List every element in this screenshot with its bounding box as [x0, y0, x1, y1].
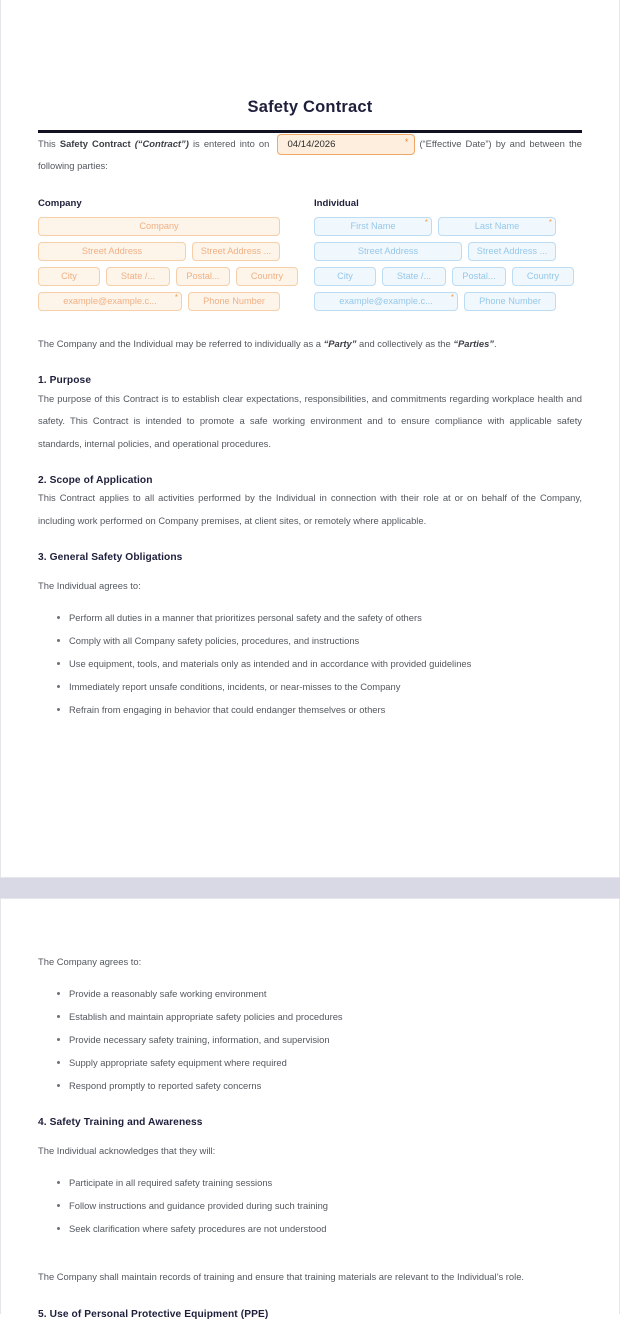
section-heading-training: 4. Safety Training and Awareness — [38, 1117, 203, 1129]
required-asterisk-icon: * — [548, 217, 552, 227]
parties-text-2: and collectively as the — [356, 337, 454, 349]
list-item: Refrain from engaging in behavior that could endanger themselves or others — [69, 698, 582, 721]
intro-middle: is entered into on — [188, 137, 274, 149]
parties-text-1: The Company and the Individual may be referred to individually as a — [38, 337, 324, 349]
company-name-row — [38, 217, 280, 236]
individual-state-placeholder: State /... — [396, 270, 432, 281]
list-item: Participate in all required safety training sessions — [69, 1171, 582, 1194]
individual-party-block — [314, 197, 560, 311]
list-item: Comply with all Company safety policies, procedures, and instructions — [69, 629, 582, 652]
company-street-1-placeholder: Street Address — [81, 245, 143, 256]
individual-last-name-placeholder: Last Name — [474, 220, 520, 231]
individual-country-placeholder: Country — [526, 270, 560, 281]
individual-phone-input[interactable] — [464, 292, 556, 311]
individual-postal-input[interactable] — [452, 267, 506, 286]
party-term: “Party” — [323, 337, 357, 349]
list-item: Perform all duties in a manner that prioritizes personal safety and the safety of others — [69, 606, 582, 629]
individual-first-name-placeholder: First Name — [350, 220, 396, 231]
training-lead: The Individual acknowledges that they will: — [38, 1144, 216, 1156]
company-phone-input[interactable] — [188, 292, 280, 311]
individual-postal-placeholder: Postal... — [462, 270, 496, 281]
individual-state-input[interactable] — [382, 267, 446, 286]
individual-locality-row — [314, 267, 560, 286]
list-item: Follow instructions and guidance provided during such training — [69, 1194, 582, 1217]
company-city-placeholder: City — [61, 270, 77, 281]
section-heading-general-obligations: 3. General Safety Obligations — [38, 552, 183, 564]
company-state-input[interactable] — [106, 267, 170, 286]
company-street-address-1-input[interactable] — [38, 242, 186, 261]
company-name-placeholder: Company — [139, 220, 179, 231]
individual-name-row — [314, 217, 556, 236]
effective-date-input[interactable] — [277, 134, 415, 155]
list-item: Supply appropriate safety equipment where required — [69, 1051, 582, 1074]
page-title: Safety Contract — [247, 98, 373, 116]
section-heading-purpose: 1. Purpose — [38, 375, 92, 387]
effective-date-value: 04/14/2026 — [287, 138, 336, 150]
company-street-2-placeholder: Street Address ... — [200, 245, 272, 256]
company-name-input[interactable] — [38, 217, 280, 236]
company-postal-placeholder: Postal... — [186, 270, 220, 281]
company-country-placeholder: Country — [250, 270, 284, 281]
list-item: Seek clarification where safety procedures are not understood — [69, 1217, 582, 1240]
company-street-address-2-input[interactable] — [192, 242, 280, 261]
document-page-2 — [0, 899, 620, 1320]
list-item: Immediately report unsafe conditions, incidents, or near-misses to the Company — [69, 675, 582, 698]
company-street-row — [38, 242, 280, 261]
company-obligations-list — [38, 982, 582, 1097]
individual-first-name-input[interactable] — [314, 217, 432, 236]
required-asterisk-icon: * — [450, 292, 454, 302]
intro-after-date: (“Effective Date”) by and between the following parties: — [38, 137, 582, 172]
list-item: Establish and maintain appropriate safety policies and procedures — [69, 1005, 582, 1028]
parties-form — [38, 197, 582, 311]
company-postal-input[interactable] — [176, 267, 230, 286]
company-email-placeholder: example@example.c... — [63, 295, 157, 306]
page-top-spacer — [38, 0, 582, 98]
individual-contact-row — [314, 292, 556, 311]
section-body-purpose: The purpose of this Contract is to establish clear expectations, responsibilities, and commitments regarding workplace health and safety. This Contract is intended to promote a safe working environment and to ensure compliance with applicable safety standards, internal policies, and operational procedures. — [38, 392, 582, 449]
company-heading: Company — [38, 197, 82, 209]
list-item: Respond promptly to reported safety concerns — [69, 1074, 582, 1097]
individual-country-input[interactable] — [512, 267, 574, 286]
individual-heading: Individual — [314, 197, 359, 209]
individual-city-placeholder: City — [337, 270, 353, 281]
list-item: Provide a reasonably safe working environment — [69, 982, 582, 1005]
parties-text-3: . — [494, 337, 497, 349]
company-locality-row — [38, 267, 284, 286]
contract-term: Safety Contract — [59, 137, 131, 149]
individual-street-1-placeholder: Street Address — [357, 245, 419, 256]
company-city-input[interactable] — [38, 267, 100, 286]
training-closing-paragraph: The Company shall maintain records of training and ensure that training materials are relevant to the Individual’s role. — [38, 1271, 525, 1283]
individual-last-name-input[interactable] — [438, 217, 556, 236]
required-asterisk-icon: * — [404, 136, 409, 147]
list-item: Provide necessary safety training, information, and supervision — [69, 1028, 582, 1051]
training-list — [38, 1171, 582, 1240]
company-email-input[interactable] — [38, 292, 182, 311]
individual-street-row — [314, 242, 556, 261]
required-asterisk-icon: * — [424, 217, 428, 227]
individual-street-2-placeholder: Street Address ... — [476, 245, 548, 256]
company-state-placeholder: State /... — [120, 270, 156, 281]
company-agrees-lead: The Company agrees to: — [38, 956, 142, 967]
section-heading-ppe: 5. Use of Personal Protective Equipment (PPE) — [38, 1308, 269, 1320]
required-asterisk-icon: * — [174, 292, 178, 302]
company-contact-row — [38, 292, 280, 311]
page-break-separator — [0, 877, 620, 899]
company-country-input[interactable] — [236, 267, 298, 286]
section-body-scope: This Contract applies to all activities performed by the Individual in connection with their role at or on behalf of the Company, including work performed on Company premises, at client sites, or remotely where applicable. — [38, 492, 582, 526]
individual-street-address-2-input[interactable] — [468, 242, 556, 261]
section-heading-scope: 2. Scope of Application — [38, 475, 153, 487]
company-phone-placeholder: Phone Number — [203, 295, 265, 306]
individual-obligations-list — [38, 606, 582, 721]
page-two-top-spacer — [38, 899, 582, 951]
individual-phone-placeholder: Phone Number — [479, 295, 541, 306]
contract-quoted-term: (“Contract”) — [134, 137, 189, 149]
individual-street-address-1-input[interactable] — [314, 242, 462, 261]
individual-agrees-lead: The Individual agrees to: — [38, 579, 141, 591]
individual-email-placeholder: example@example.c... — [339, 295, 433, 306]
parties-definition-paragraph — [38, 333, 582, 356]
individual-email-input[interactable] — [314, 292, 458, 311]
intro-prefix: This — [38, 137, 60, 149]
individual-city-input[interactable] — [314, 267, 376, 286]
company-party-block — [38, 197, 284, 311]
list-item: Use equipment, tools, and materials only as intended and in accordance with provided guidelines — [69, 652, 582, 675]
intro-paragraph — [38, 133, 582, 178]
parties-term: “Parties” — [453, 337, 494, 349]
